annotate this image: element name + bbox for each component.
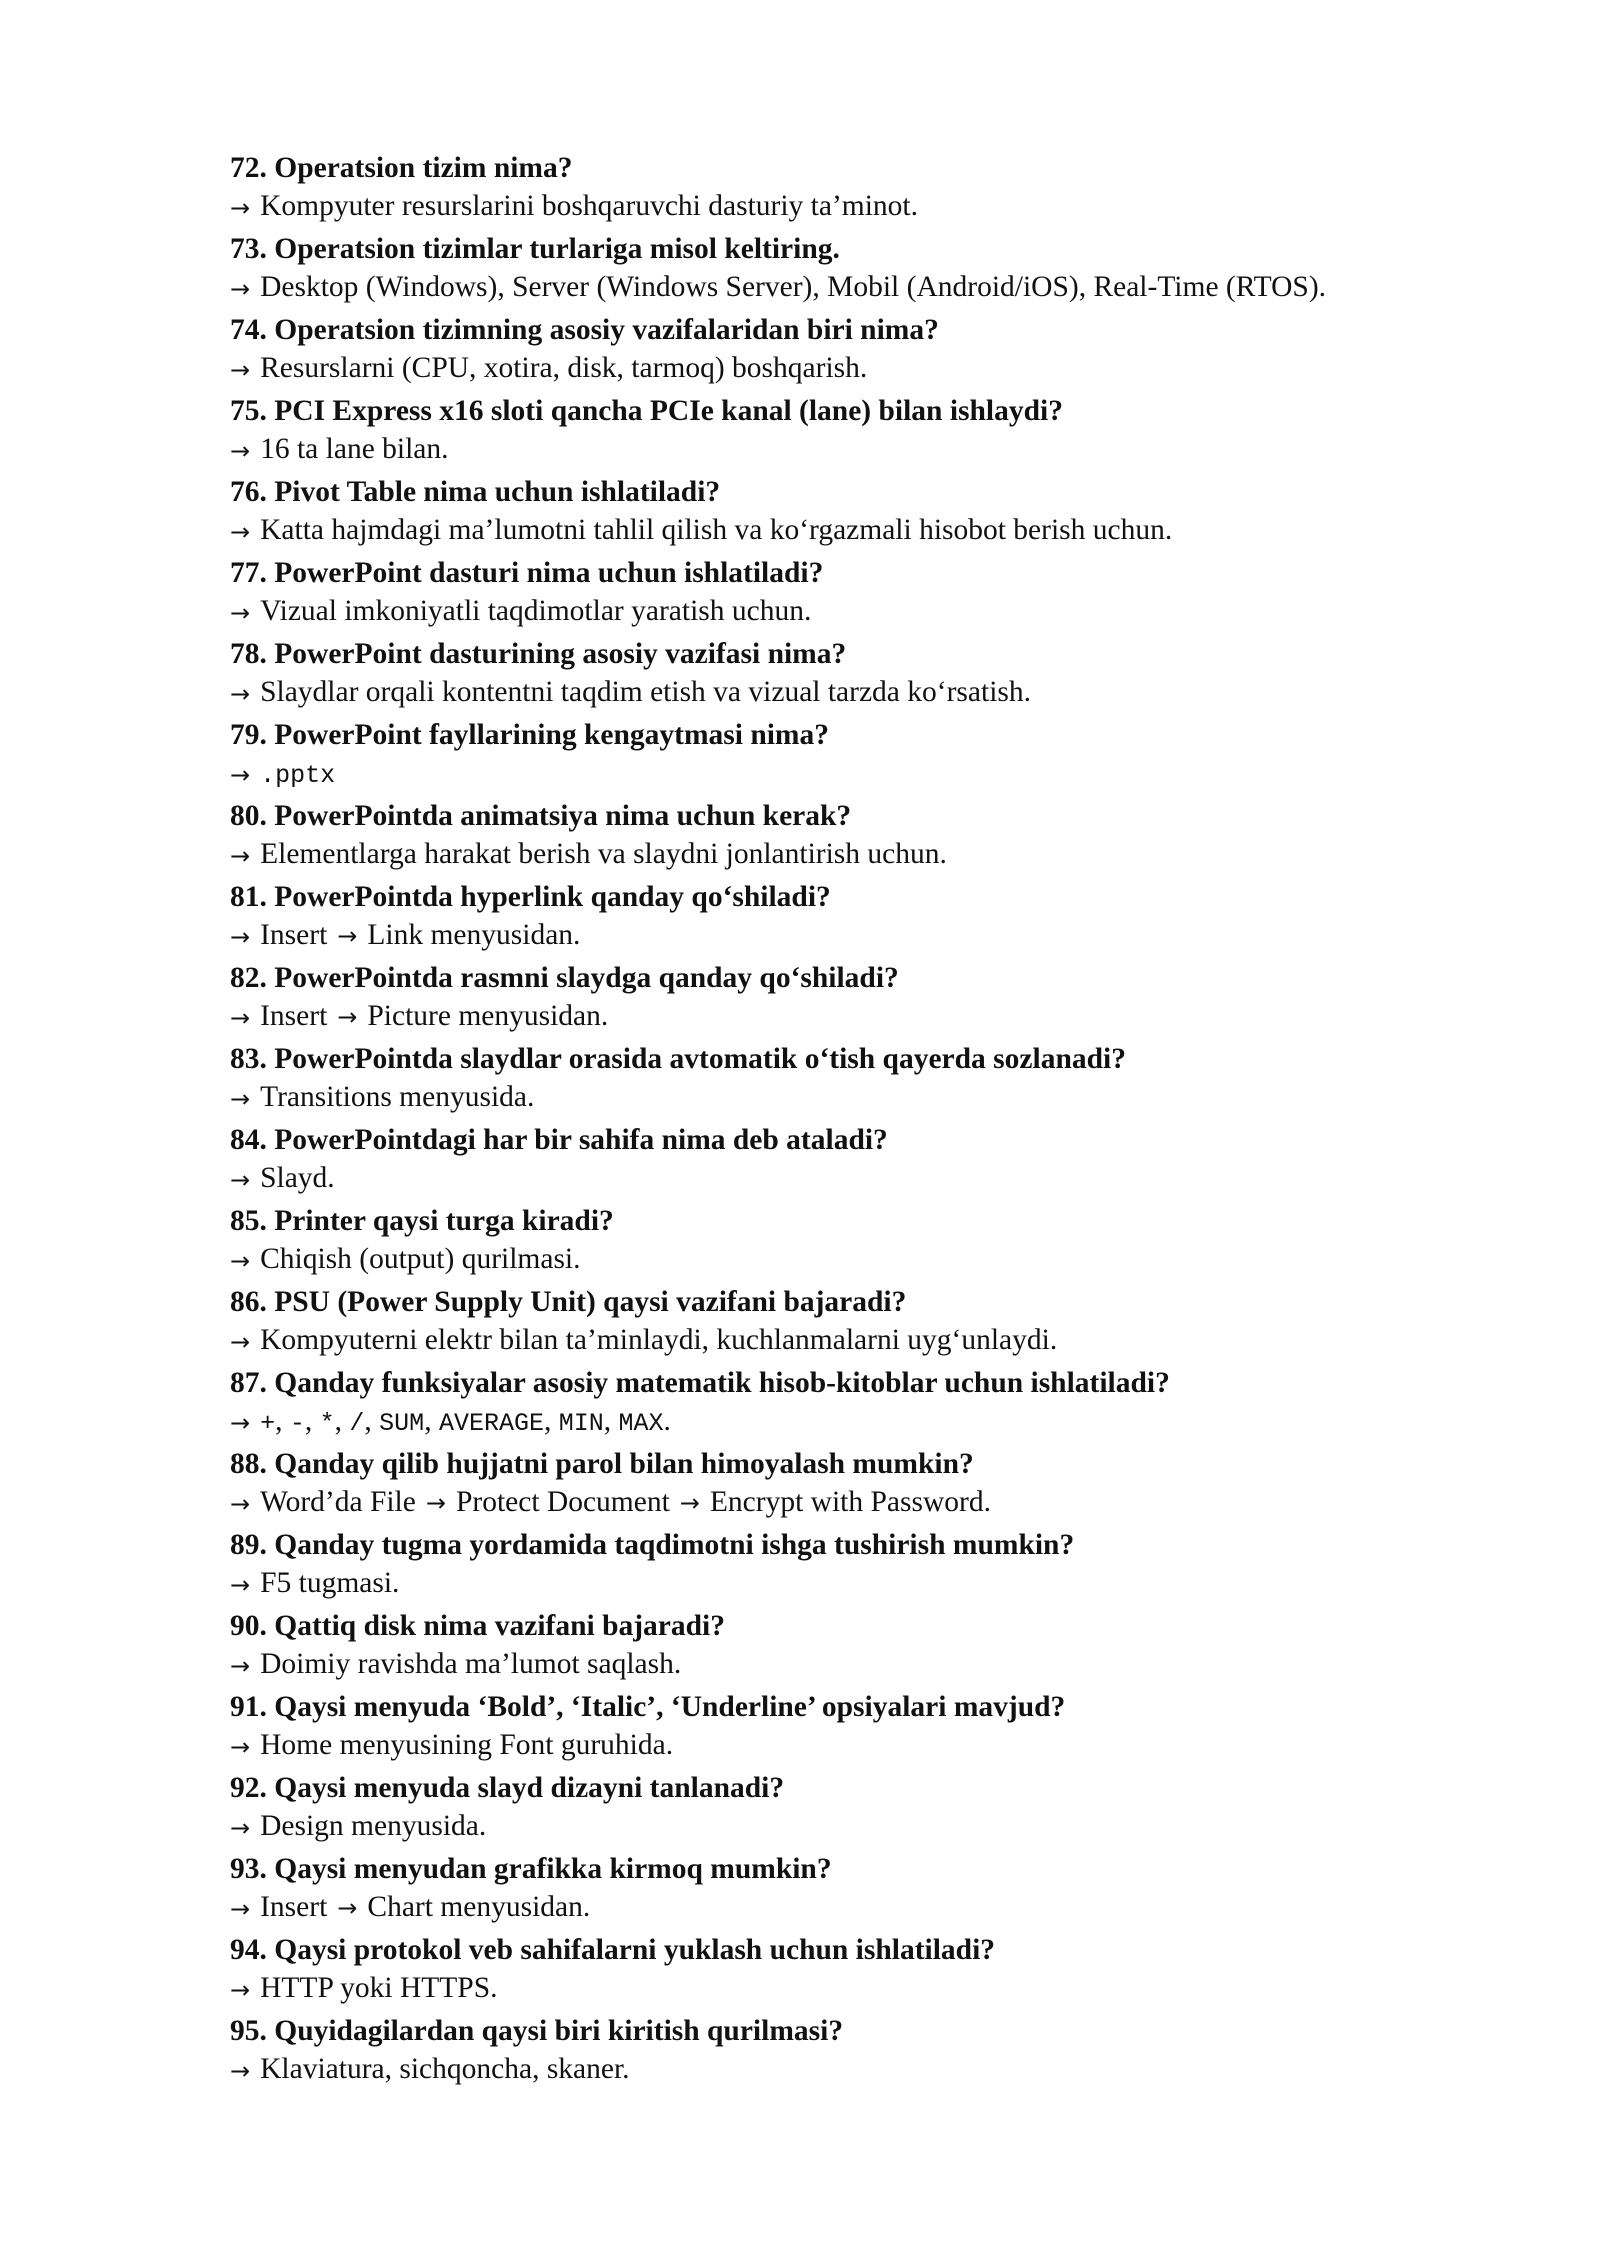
question-text: 78. PowerPoint dasturining asosiy vazifasi nima?: [230, 638, 847, 670]
qa-item: [230, 555, 1530, 630]
answer-path-part: Picture menyusidan.: [367, 1000, 609, 1032]
answer-line: [230, 1321, 1530, 1359]
qa-item: [230, 150, 1530, 225]
qa-item: [230, 1365, 1530, 1440]
qa-item: [230, 798, 1530, 873]
right-arrow-icon: →: [679, 1489, 700, 1517]
right-arrow-icon: →: [230, 1409, 251, 1437]
right-arrow-icon: →: [230, 194, 251, 222]
qa-item: [230, 1608, 1530, 1683]
answer-line: [230, 268, 1530, 306]
answer-text: Home menyusining Font guruhida.: [260, 1729, 674, 1761]
answer-line: [230, 1159, 1530, 1197]
right-arrow-icon: →: [230, 1247, 251, 1275]
answer-line: [230, 1969, 1530, 2007]
question-text: 89. Qanday tugma yordamida taqdimotni ishga tushirish mumkin?: [230, 1529, 1075, 1561]
answer-code: MIN: [558, 1409, 604, 1438]
answer-line: [230, 1726, 1530, 1764]
answer-path-part: Chart menyusidan.: [367, 1891, 591, 1923]
qa-item: [230, 1122, 1530, 1197]
answer-line: [230, 1564, 1530, 1602]
answer-line: [230, 187, 1530, 225]
question-text: 91. Qaysi menyuda ‘Bold’, ‘Italic’, ‘Underline’ opsiyalari mavjud?: [230, 1691, 1066, 1723]
answer-code: /: [349, 1409, 365, 1438]
question-text: 95. Quyidagilardan qaysi biri kiritish qurilmasi?: [230, 2015, 844, 2047]
answer-text: 16 ta lane bilan.: [260, 433, 449, 465]
qa-list: [230, 150, 1530, 2094]
answer-line: → +, -, *, /, SUM, AVERAGE, MIN, MAX.: [230, 1402, 1530, 1440]
right-arrow-icon: →: [230, 1004, 251, 1032]
answer-text: Slayd.: [260, 1162, 335, 1194]
right-arrow-icon: →: [230, 1571, 251, 1599]
right-arrow-icon: →: [230, 680, 251, 708]
qa-item: [230, 879, 1530, 954]
right-arrow-icon: →: [230, 2057, 251, 2085]
answer-line: [230, 430, 1530, 468]
qa-item: [230, 2013, 1530, 2088]
question-text: 72. Operatsion tizim nima?: [230, 152, 573, 184]
qa-item: [230, 1932, 1530, 2007]
answer-path-part: Link menyusidan.: [367, 919, 581, 951]
qa-item: [230, 393, 1530, 468]
answer-text: Katta hajmdagi ma’lumotni tahlil qilish va ko‘rgazmali hisobot berish uchun.: [260, 514, 1173, 546]
question-text: 74. Operatsion tizimning asosiy vazifalaridan biri nima?: [230, 314, 939, 346]
answer-line: [230, 1240, 1530, 1278]
qa-item: [230, 474, 1530, 549]
answer-text: F5 tugmasi.: [260, 1567, 400, 1599]
qa-item: [230, 1041, 1530, 1116]
answer-text: Elementlarga harakat berish va slaydni jonlantirish uchun.: [260, 838, 947, 870]
right-arrow-icon: →: [230, 599, 251, 627]
answer-line: [230, 1807, 1530, 1845]
right-arrow-icon: →: [230, 1328, 251, 1356]
answer-line: [230, 511, 1530, 549]
right-arrow-icon: →: [230, 518, 251, 546]
question-text: 84. PowerPointdagi har bir sahifa nima deb ataladi?: [230, 1124, 888, 1156]
qa-item: [230, 1203, 1530, 1278]
right-arrow-icon: →: [337, 1894, 358, 1922]
right-arrow-icon: →: [230, 1490, 251, 1518]
question-text: 80. PowerPointda animatsiya nima uchun kerak?: [230, 800, 852, 832]
answer-text: Kompyuter resurslarini boshqaruvchi dasturiy ta’minot.: [260, 190, 918, 222]
right-arrow-icon: →: [230, 356, 251, 384]
question-text: 85. Printer qaysi turga kiradi?: [230, 1205, 614, 1237]
answer-line: [230, 1645, 1530, 1683]
answer-line: [230, 997, 1530, 1035]
question-text: 90. Qattiq disk nima vazifani bajaradi?: [230, 1610, 726, 1642]
answer-text: Vizual imkoniyatli taqdimotlar yaratish uchun.: [260, 595, 812, 627]
question-text: 92. Qaysi menyuda slayd dizayni tanlanadi?: [230, 1772, 785, 1804]
question-text: 94. Qaysi protokol veb sahifalarni yuklash uchun ishlatiladi?: [230, 1934, 996, 1966]
qa-item: [230, 636, 1530, 711]
right-arrow-icon: →: [230, 1085, 251, 1113]
answer-path-part: Encrypt with Password.: [709, 1486, 991, 1518]
answer-text: Chiqish (output) qurilmasi.: [260, 1243, 581, 1275]
answer-line: [230, 1078, 1530, 1116]
qa-item: [230, 960, 1530, 1035]
question-text: 86. PSU (Power Supply Unit) qaysi vazifani bajaradi?: [230, 1286, 907, 1318]
answer-path-part: Insert: [260, 1891, 328, 1923]
qa-item: [230, 717, 1530, 792]
question-text: 77. PowerPoint dasturi nima uchun ishlatiladi?: [230, 557, 824, 589]
right-arrow-icon: →: [230, 275, 251, 303]
answer-code: MAX: [618, 1409, 664, 1438]
right-arrow-icon: →: [230, 923, 251, 951]
answer-line: [230, 673, 1530, 711]
answer-line: [230, 592, 1530, 630]
answer-text: Transitions menyusida.: [260, 1081, 535, 1113]
answer-text: Resurslarni (CPU, xotira, disk, tarmoq) boshqarish.: [260, 352, 868, 384]
question-text: 79. PowerPoint fayllarining kengaytmasi nima?: [230, 719, 830, 751]
qa-item: [230, 312, 1530, 387]
right-arrow-icon: →: [230, 761, 251, 789]
answer-text: Doimiy ravishda ma’lumot saqlash.: [260, 1648, 682, 1680]
answer-code: +: [260, 1409, 276, 1438]
question-text: 73. Operatsion tizimlar turlariga misol keltiring.: [230, 233, 840, 265]
answer-line: [230, 1888, 1530, 1926]
answer-path-part: Insert: [260, 1000, 328, 1032]
question-text: 93. Qaysi menyudan grafikka kirmoq mumkin?: [230, 1853, 832, 1885]
right-arrow-icon: →: [230, 1895, 251, 1923]
qa-item: [230, 231, 1530, 306]
qa-item: [230, 1284, 1530, 1359]
answer-line: [230, 916, 1530, 954]
answer-text: Desktop (Windows), Server (Windows Server), Mobil (Android/iOS), Real-Time (RTOS).: [260, 271, 1327, 303]
right-arrow-icon: →: [230, 1652, 251, 1680]
answer-code: *: [319, 1409, 335, 1438]
right-arrow-icon: →: [230, 1976, 251, 2004]
answer-code: SUM: [379, 1409, 425, 1438]
answer-text: Slaydlar orqali kontentni taqdim etish va vizual tarzda ko‘rsatish.: [260, 676, 1031, 708]
right-arrow-icon: →: [230, 1733, 251, 1761]
answer-line: [230, 2050, 1530, 2088]
question-text: 76. Pivot Table nima uchun ishlatiladi?: [230, 476, 721, 508]
qa-item: [230, 1689, 1530, 1764]
answer-code: .pptx: [260, 761, 336, 790]
right-arrow-icon: →: [337, 922, 358, 950]
question-text: 88. Qanday qilib hujjatni parol bilan himoyalash mumkin?: [230, 1448, 974, 1480]
answer-line: [230, 1483, 1530, 1521]
question-text: 83. PowerPointda slaydlar orasida avtomatik o‘tish qayerda sozlanadi?: [230, 1043, 1126, 1075]
question-text: 82. PowerPointda rasmni slaydga qanday qo‘shiladi?: [230, 962, 899, 994]
answer-path-part: Insert: [260, 919, 328, 951]
answer-text: Kompyuterni elektr bilan ta’minlaydi, kuchlanmalarni uyg‘unlaydi.: [260, 1324, 1058, 1356]
answer-text: Design menyusida.: [260, 1810, 487, 1842]
qa-item: [230, 1851, 1530, 1926]
right-arrow-icon: →: [230, 437, 251, 465]
answer-line: [230, 349, 1530, 387]
answer-text: Klaviatura, sichqoncha, skaner.: [260, 2053, 630, 2085]
right-arrow-icon: →: [230, 1166, 251, 1194]
answer-path-part: Word’da File: [260, 1486, 416, 1518]
right-arrow-icon: →: [230, 842, 251, 870]
answer-path-part: Protect Document: [455, 1486, 670, 1518]
answer-text: HTTP yoki HTTPS.: [260, 1972, 498, 2004]
qa-item: [230, 1527, 1530, 1602]
qa-item: [230, 1770, 1530, 1845]
answer-line: [230, 835, 1530, 873]
right-arrow-icon: →: [230, 1814, 251, 1842]
answer-code: -: [289, 1409, 305, 1438]
answer-code: AVERAGE: [438, 1409, 544, 1438]
question-text: 87. Qanday funksiyalar asosiy matematik hisob-kitoblar uchun ishlatiladi?: [230, 1367, 1170, 1399]
question-text: 75. PCI Express x16 sloti qancha PCIe kanal (lane) bilan ishlaydi?: [230, 395, 1063, 427]
right-arrow-icon: →: [425, 1489, 446, 1517]
question-text: 81. PowerPointda hyperlink qanday qo‘shiladi?: [230, 881, 831, 913]
qa-item: [230, 1446, 1530, 1521]
answer-line: [230, 754, 1530, 792]
right-arrow-icon: →: [337, 1003, 358, 1031]
